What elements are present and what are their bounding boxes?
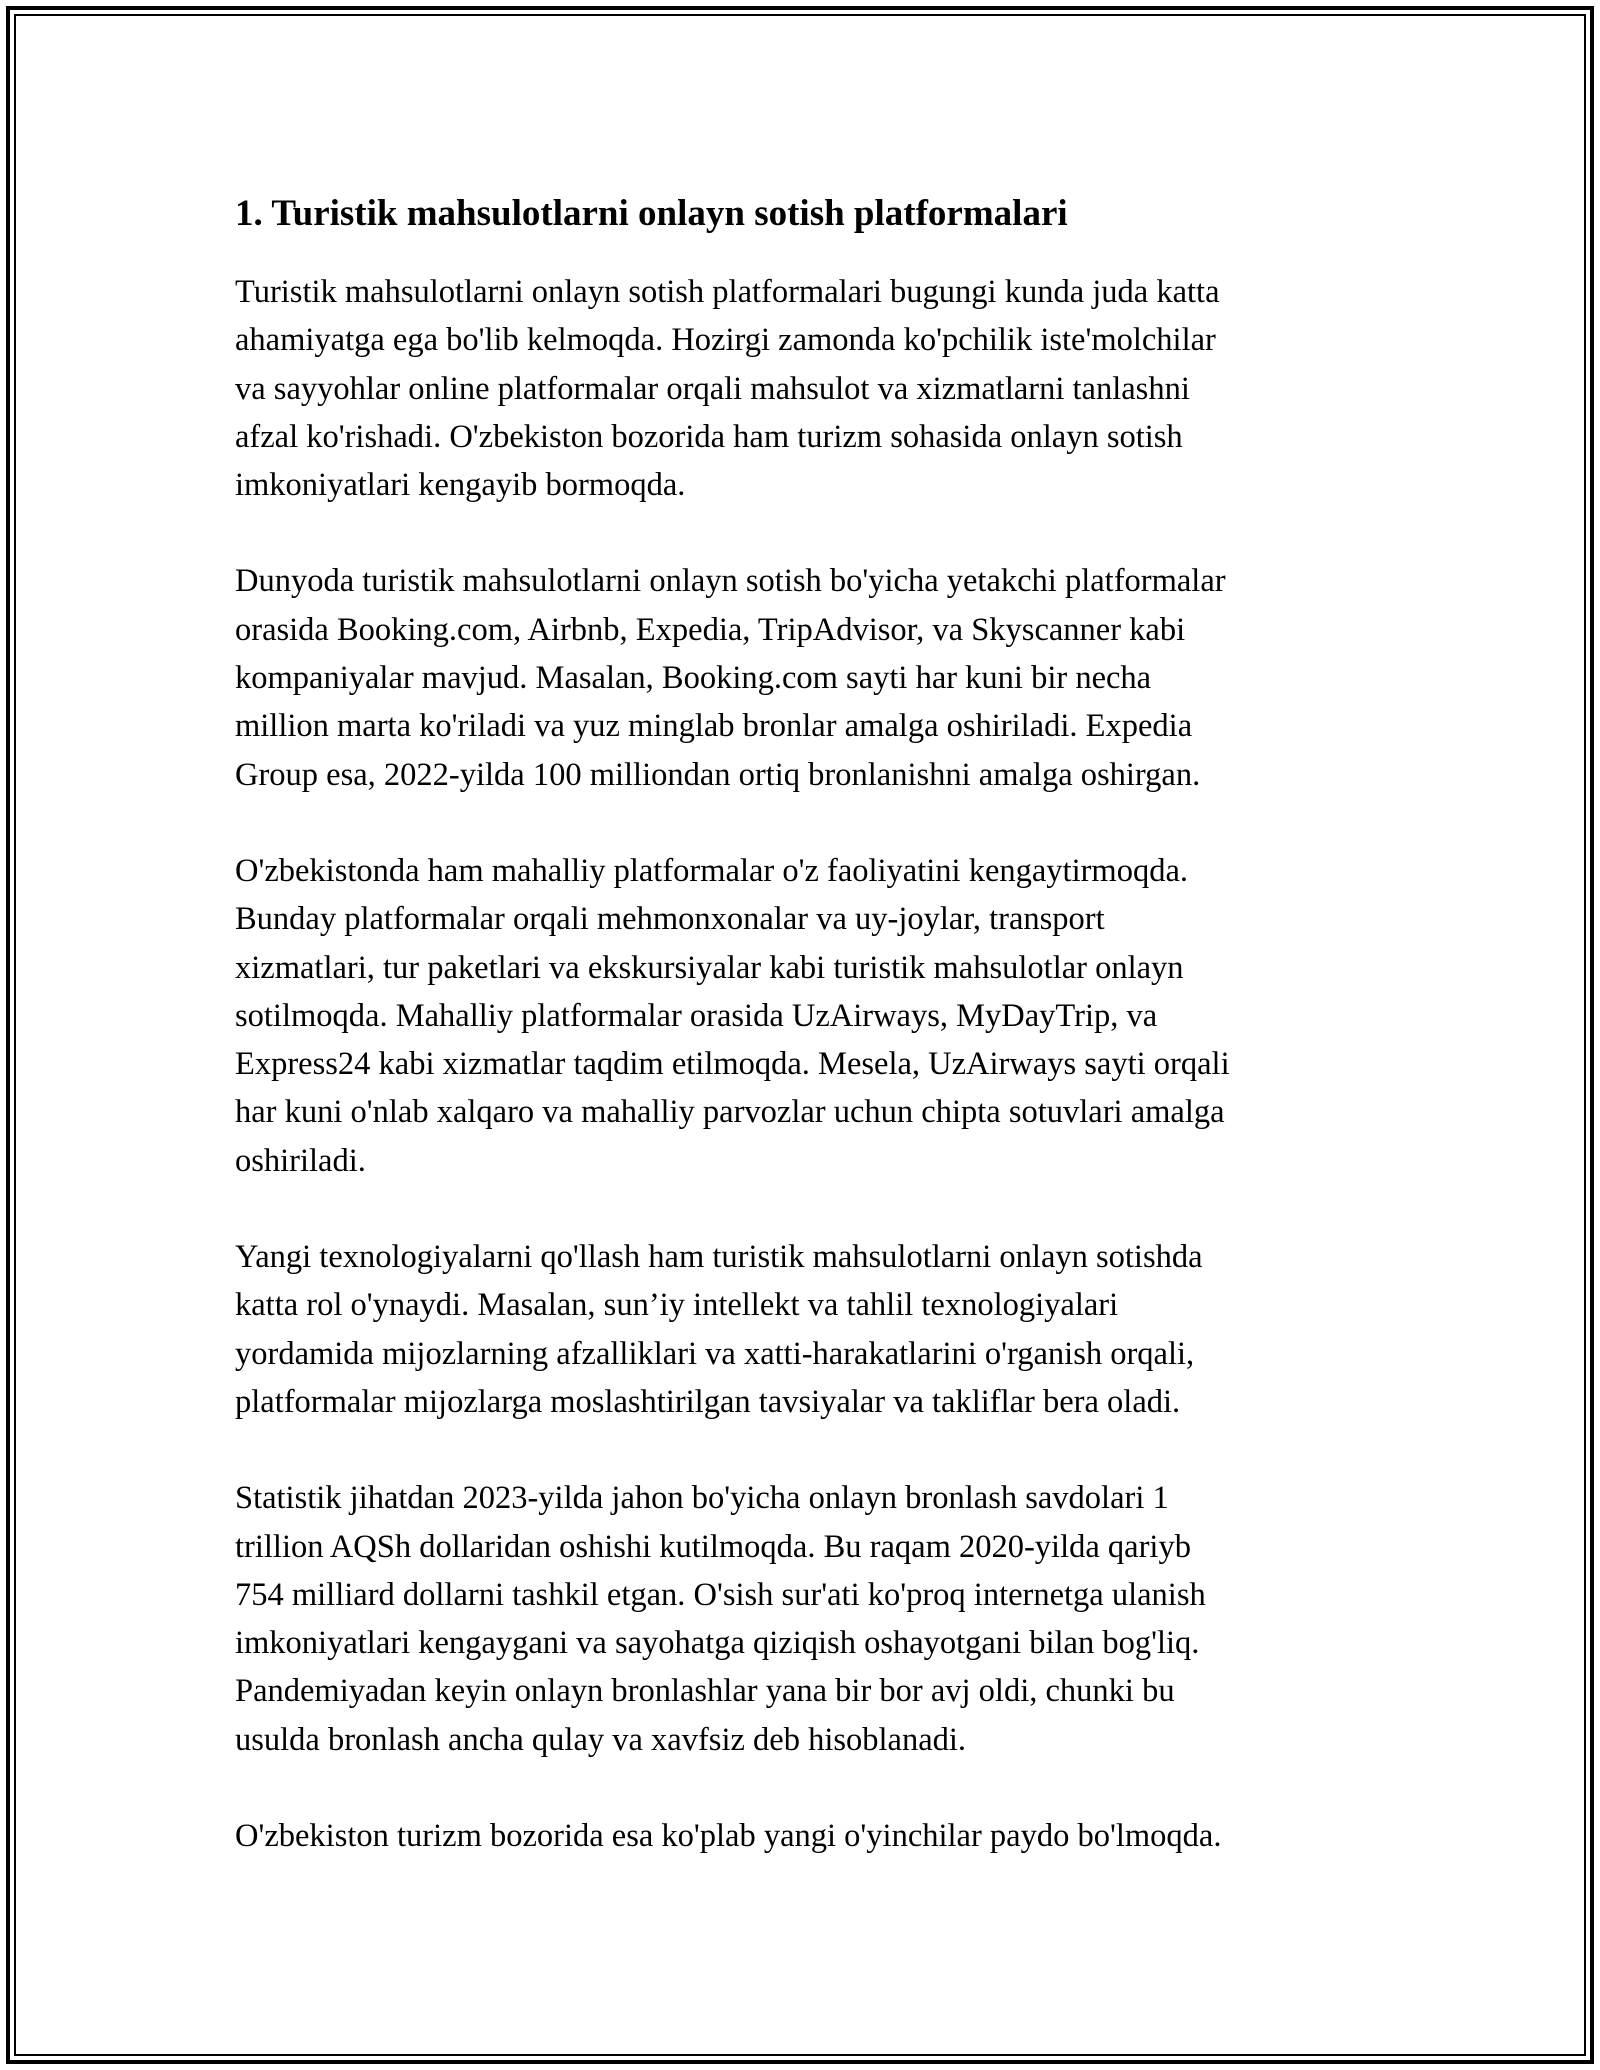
text-line: Statistik jihatdan 2023-yilda jahon bo'yicha onlayn bronlash savdolari 1 (235, 1480, 1169, 1517)
text-line: Bunday platformalar orqali mehmonxonalar va uy-joylar, transport (235, 901, 1105, 938)
paragraph-intro (235, 268, 1375, 509)
text-line: Yangi texnologiyalarni qo'llash ham turistik mahsulotlarni onlayn sotishda (235, 1239, 1203, 1276)
text-line: kompaniyalar mavjud. Masalan, Booking.com sayti har kuni bir necha (235, 660, 1152, 697)
text-line: Turistik mahsulotlarni onlayn sotish platformalari bugungi kunda juda katta (235, 274, 1220, 310)
text-line: oshiriladi. (235, 1142, 366, 1179)
text-line: sotilmoqda. Mahalliy platformalar orasida UzAirways, MyDayTrip, va (235, 997, 1158, 1034)
text-line: Express24 kabi xizmatlar taqdim etilmoqda. Mesela, UzAirways sayti orqali (235, 1046, 1230, 1083)
text-line: Group esa, 2022-yilda 100 milliondan ortiq bronlanishni amalga oshirgan. (235, 756, 1201, 793)
text-line: va sayyohlar online platformalar orqali mahsulot va xizmatlarni tanlashni (235, 370, 1190, 407)
paragraph-closing (235, 1812, 1375, 1860)
text-line: orasida Booking.com, Airbnb, Expedia, TripAdvisor, va Skyscanner kabi (235, 611, 1186, 648)
text-line: yordamida mijozlarning afzalliklari va xatti-harakatlarini o'rganish orqali, (235, 1335, 1195, 1372)
text-line: usulda bronlash ancha qulay va xavfsiz deb hisoblanadi. (235, 1721, 967, 1758)
paragraph-technology (235, 1233, 1375, 1426)
text-line: O'zbekiston turizm bozorida esa ko'plab yangi o'yinchilar paydo bo'lmoqda. (235, 1818, 1222, 1855)
text-line: Dunyoda turistik mahsulotlarni onlayn sotish bo'yicha yetakchi platformalar (235, 563, 1226, 600)
paragraph-statistics (235, 1474, 1375, 1764)
text-line: O'zbekistonda ham mahalliy platformalar o'z faoliyatini kengaytirmoqda. (235, 852, 1189, 889)
paragraph-local-platforms (235, 847, 1375, 1185)
paragraph-global-platforms (235, 557, 1375, 798)
document-body (235, 186, 1375, 1908)
text-line: har kuni o'nlab xalqaro va mahalliy parvozlar uchun chipta sotuvlari amalga (235, 1094, 1225, 1131)
text-line: imkoniyatlari kengaygani va sayohatga qiziqish oshayotgani bilan bog'liq. (235, 1625, 1200, 1662)
text-line: trillion AQSh dollaridan oshishi kutilmoqda. Bu raqam 2020-yilda qariyb (235, 1528, 1191, 1565)
text-line: imkoniyatlari kengayib bormoqda. (235, 467, 686, 504)
text-line: xizmatlari, tur paketlari va ekskursiyalar kabi turistik mahsulotlar onlayn (235, 949, 1184, 986)
text-line: katta rol o'ynaydi. Masalan, sun’iy intellekt va tahlil texnologiyalari (235, 1287, 1119, 1324)
text-line: ahamiyatga ega bo'lib kelmoqda. Hozirgi zamonda ko'pchilik iste'molchilar (235, 322, 1216, 359)
text-line: afzal ko'rishadi. O'zbekiston bozorida ham turizm sohasida onlayn sotish (235, 418, 1183, 455)
text-line: 754 milliard dollarni tashkil etgan. O'sish sur'ati ko'proq internetga ulanish (235, 1576, 1206, 1613)
text-line: million marta ko'riladi va yuz minglab bronlar amalga oshiriladi. Expedia (235, 708, 1193, 745)
text-line: Pandemiyadan keyin onlayn bronlashlar yana bir bor avj oldi, chunki bu (235, 1673, 1175, 1710)
text-line: platformalar mijozlarga moslashtirilgan tavsiyalar va takliflar bera oladi. (235, 1383, 1181, 1420)
section-heading: 1. Turistik mahsulotlarni onlayn sotish platformalari (235, 193, 1068, 234)
